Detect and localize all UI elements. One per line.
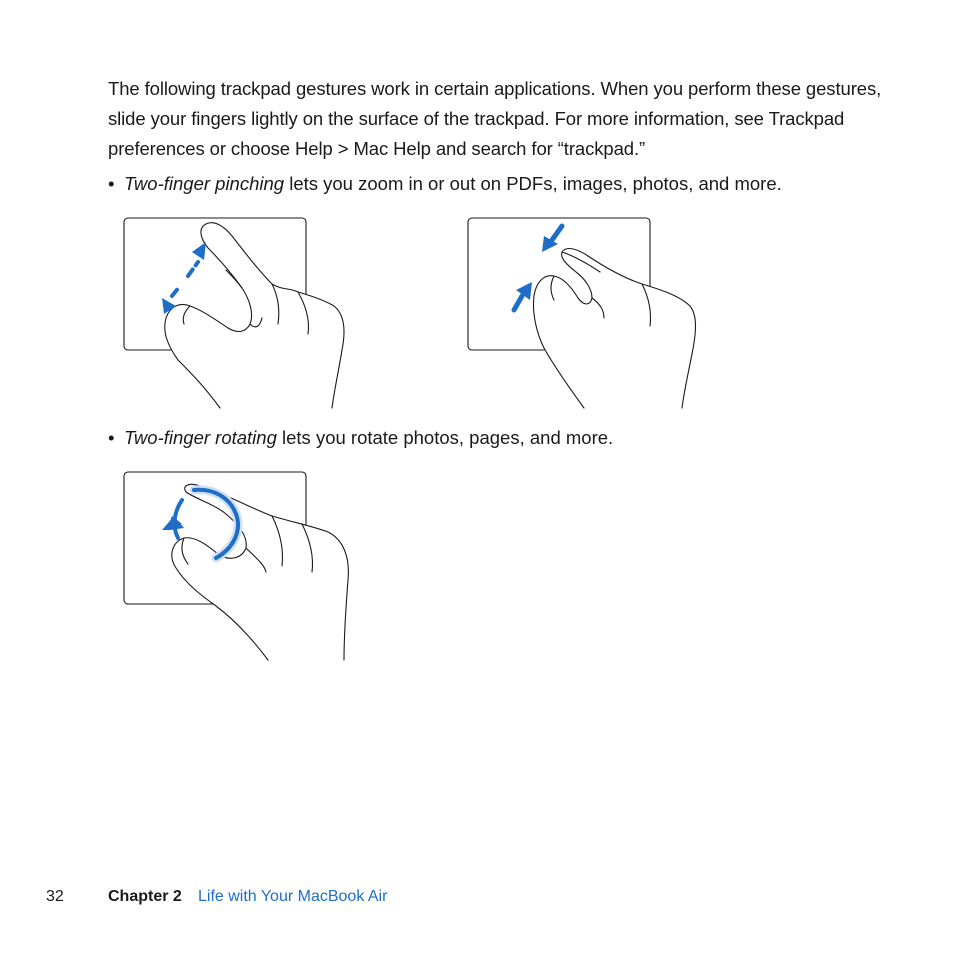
pinch-out-gesture-icon xyxy=(122,214,352,409)
bullet-rotating xyxy=(108,423,908,453)
bullet-marker: • xyxy=(108,427,115,448)
chapter-title: Life with Your MacBook Air xyxy=(198,888,388,905)
page-number: 32 xyxy=(46,888,64,905)
intro-paragraph: The following trackpad gestures work in certain applications. When you perform these gestures, slide your fingers lightly on the surface of the trackpad. For more information, see Trackpad preferences or choose Help > Mac Help and search for “trackpad.” xyxy=(108,78,882,159)
bullet-text: lets you zoom in or out on PDFs, images, photos, and more. xyxy=(284,173,782,194)
bullet-term: Two-finger rotating xyxy=(124,427,277,448)
bullet-text: lets you rotate photos, pages, and more. xyxy=(276,427,614,448)
page-footer xyxy=(0,885,954,909)
rotate-gesture-icon xyxy=(122,468,357,664)
pinch-in-gesture-icon xyxy=(466,214,701,409)
chapter-label: Chapter 2 xyxy=(108,888,182,905)
bullet-term: Two-finger pinching xyxy=(124,173,285,194)
bullet-marker: • xyxy=(108,173,115,194)
bullet-pinching xyxy=(108,169,908,199)
